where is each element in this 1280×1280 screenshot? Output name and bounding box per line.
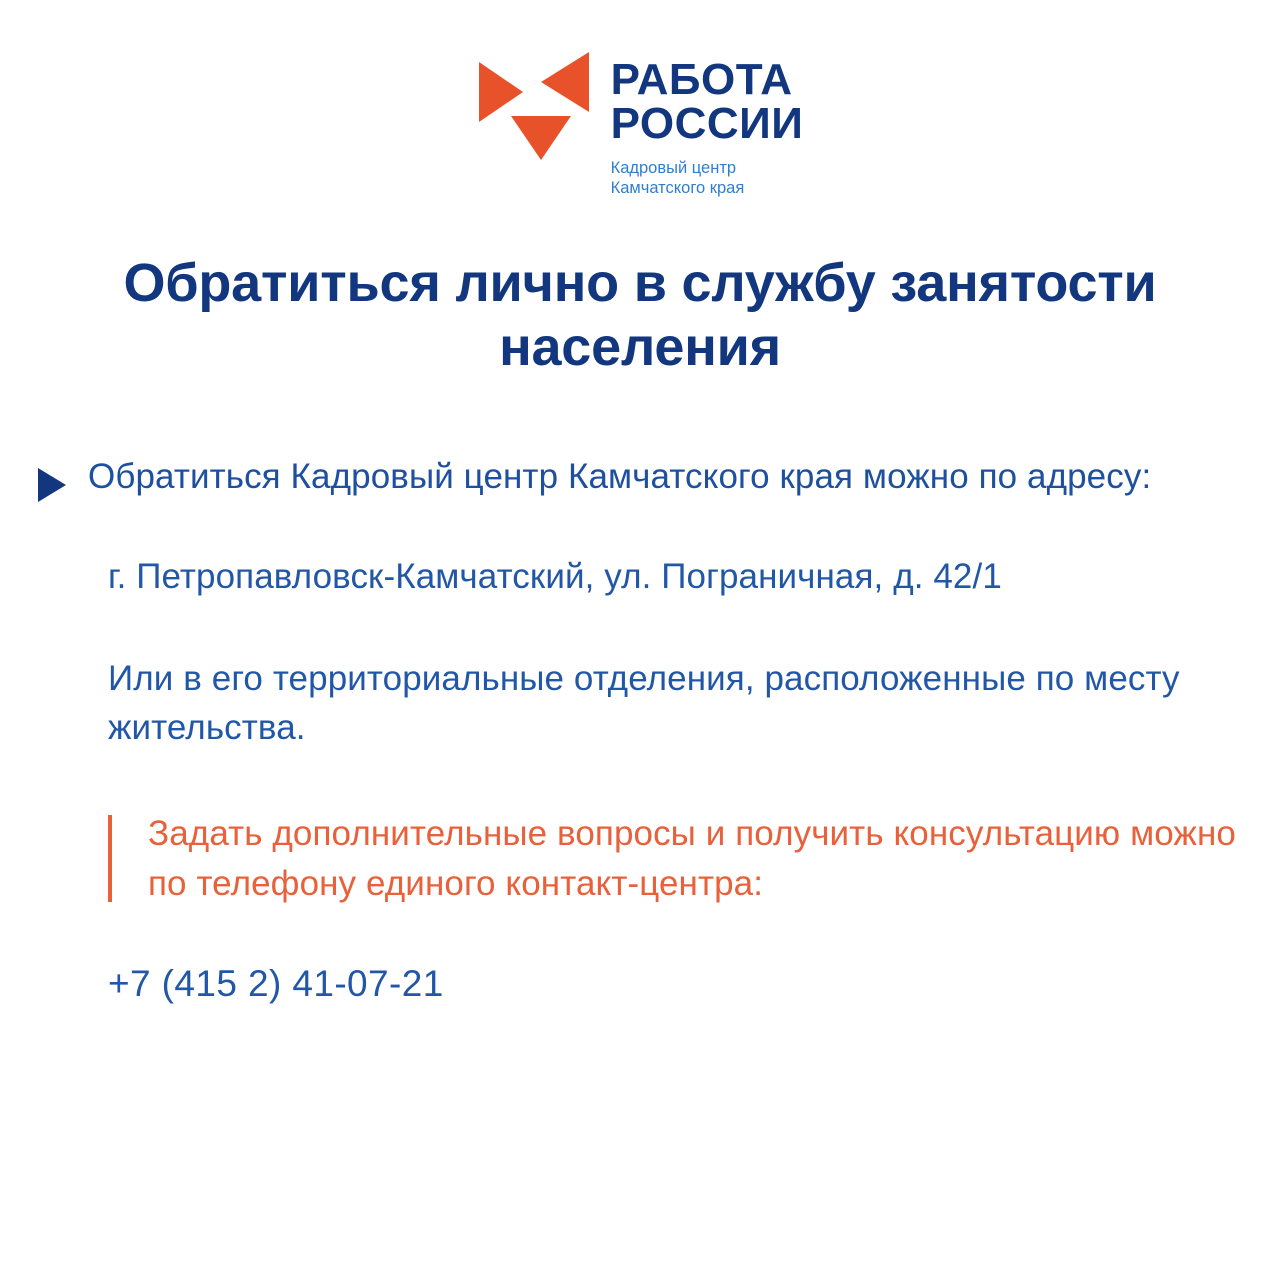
address-text: г. Петропавловск-Камчатский, ул. Пограничная, д. 42/1	[108, 557, 1002, 596]
page-title: Обратиться лично в службу занятости населения	[123, 253, 1157, 377]
rabota-rossii-arrows-logo-icon	[477, 44, 593, 162]
contact-phone-number[interactable]: +7 (415 2) 41-07-21	[108, 963, 444, 1005]
triangle-right-bullet-icon	[38, 468, 66, 502]
brand-logo-block	[0, 44, 1280, 198]
note-text: Или в его территориальные отделения, расположенные по месту жительства.	[108, 658, 1180, 748]
contact-callout	[108, 809, 1248, 908]
brand-subtitle-line1: Кадровый центр	[610, 159, 737, 178]
callout-accent-bar	[108, 815, 112, 902]
content-area	[38, 452, 1248, 1009]
brand-subtitle-line2: Камчатского края	[610, 179, 745, 198]
bullet-text: Обратиться Кадровый центр Камчатского края можно по адресу:	[88, 457, 1152, 496]
callout-text: Задать дополнительные вопросы и получить консультацию можно по телефону единого контакт-центра:	[148, 814, 1236, 903]
brand-title-line1: РАБОТА	[610, 55, 793, 104]
brand-title-line2: РОССИИ	[610, 98, 804, 148]
bullet-item	[38, 452, 1248, 502]
